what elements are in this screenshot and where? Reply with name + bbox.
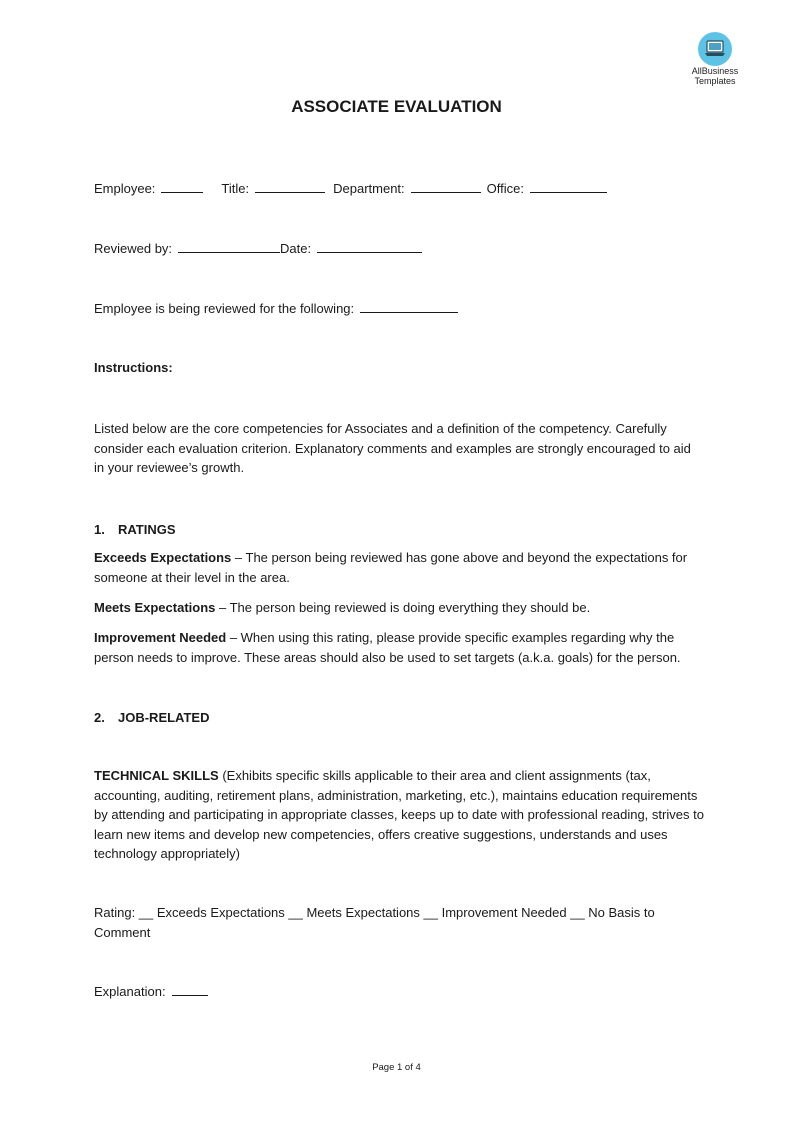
logo-line-1: AllBusiness [691,66,739,76]
technical-skills-paragraph [94,766,704,864]
job-related-heading [94,710,209,725]
reviewed-by-row [94,240,422,256]
rating-options[interactable]: Rating: __ Exceeds Expectations __ Meets Expectations __ Improvement Needed __ No Basis to Comment [94,905,655,940]
employee-blank[interactable] [161,180,203,193]
rating-meets [94,598,704,618]
reviewed-for-row [94,300,458,316]
date-label: Date: [280,241,312,256]
ratings-title: RATINGS [118,522,176,537]
page-title: ASSOCIATE EVALUATION [291,97,502,116]
technical-skills-desc: (Exhibits specific skills applicable to their area and client assignments (tax, accounting, auditing, retirement plans, administration, marketing, etc.), maintains education requirements by attending and participating in appropriate classes, keeps up to date with professional reading, strives to learn new items and develop new competencies, offers creative suggestions, understands and uses technology appropriately) [94,768,704,861]
allbusiness-templates-logo [690,32,740,86]
rating-term: Improvement Needed [94,630,227,645]
instructions-heading: Instructions: [94,360,173,375]
reviewed-for-label: Employee is being reviewed for the following: [94,301,355,316]
rating-term: Meets Expectations [94,600,216,615]
date-blank[interactable] [317,240,422,253]
employee-label: Employee: [94,181,156,196]
rating-desc: – The person being reviewed has gone above and beyond the expectations for someone at their level in the area. [94,550,688,585]
title-label: Title: [221,181,250,196]
office-blank[interactable] [530,180,607,193]
rating-desc: – The person being reviewed is doing everything they should be. [215,600,591,615]
rating-term: Exceeds Expectations [94,550,232,565]
office-label: Office: [486,181,525,196]
title-blank[interactable] [255,180,325,193]
job-related-title: JOB-RELATED [118,710,210,725]
employee-info-row [94,180,607,196]
page-number: Page 1 of 4 [372,1062,421,1073]
ratings-number: 1. [94,522,105,537]
explanation-blank[interactable] [172,983,208,996]
technical-skills-term: TECHNICAL SKILLS [94,768,219,783]
rating-improvement [94,628,704,667]
department-label: Department: [333,181,405,196]
reviewed-by-blank[interactable] [178,240,280,253]
explanation-row [94,983,208,999]
logo-line-2: Templates [694,76,736,86]
ratings-heading [94,522,176,537]
rating-desc: – When using this rating, please provide specific examples regarding why the person needs to improve. These areas should also be used to set targets (a.k.a. goals) for the person. [94,630,681,665]
department-blank[interactable] [411,180,481,193]
rating-exceeds [94,548,704,587]
reviewed-for-blank[interactable] [360,300,458,313]
instructions-text: Listed below are the core competencies for Associates and a definition of the competency. Carefully consider each evaluation criterion. Explanatory comments and examples are strongly encouraged to aid in your reviewee’s growth. [94,421,691,475]
explanation-label: Explanation: [94,984,166,999]
laptop-icon [698,32,732,66]
reviewed-by-label: Reviewed by: [94,241,173,256]
job-related-number: 2. [94,710,105,725]
